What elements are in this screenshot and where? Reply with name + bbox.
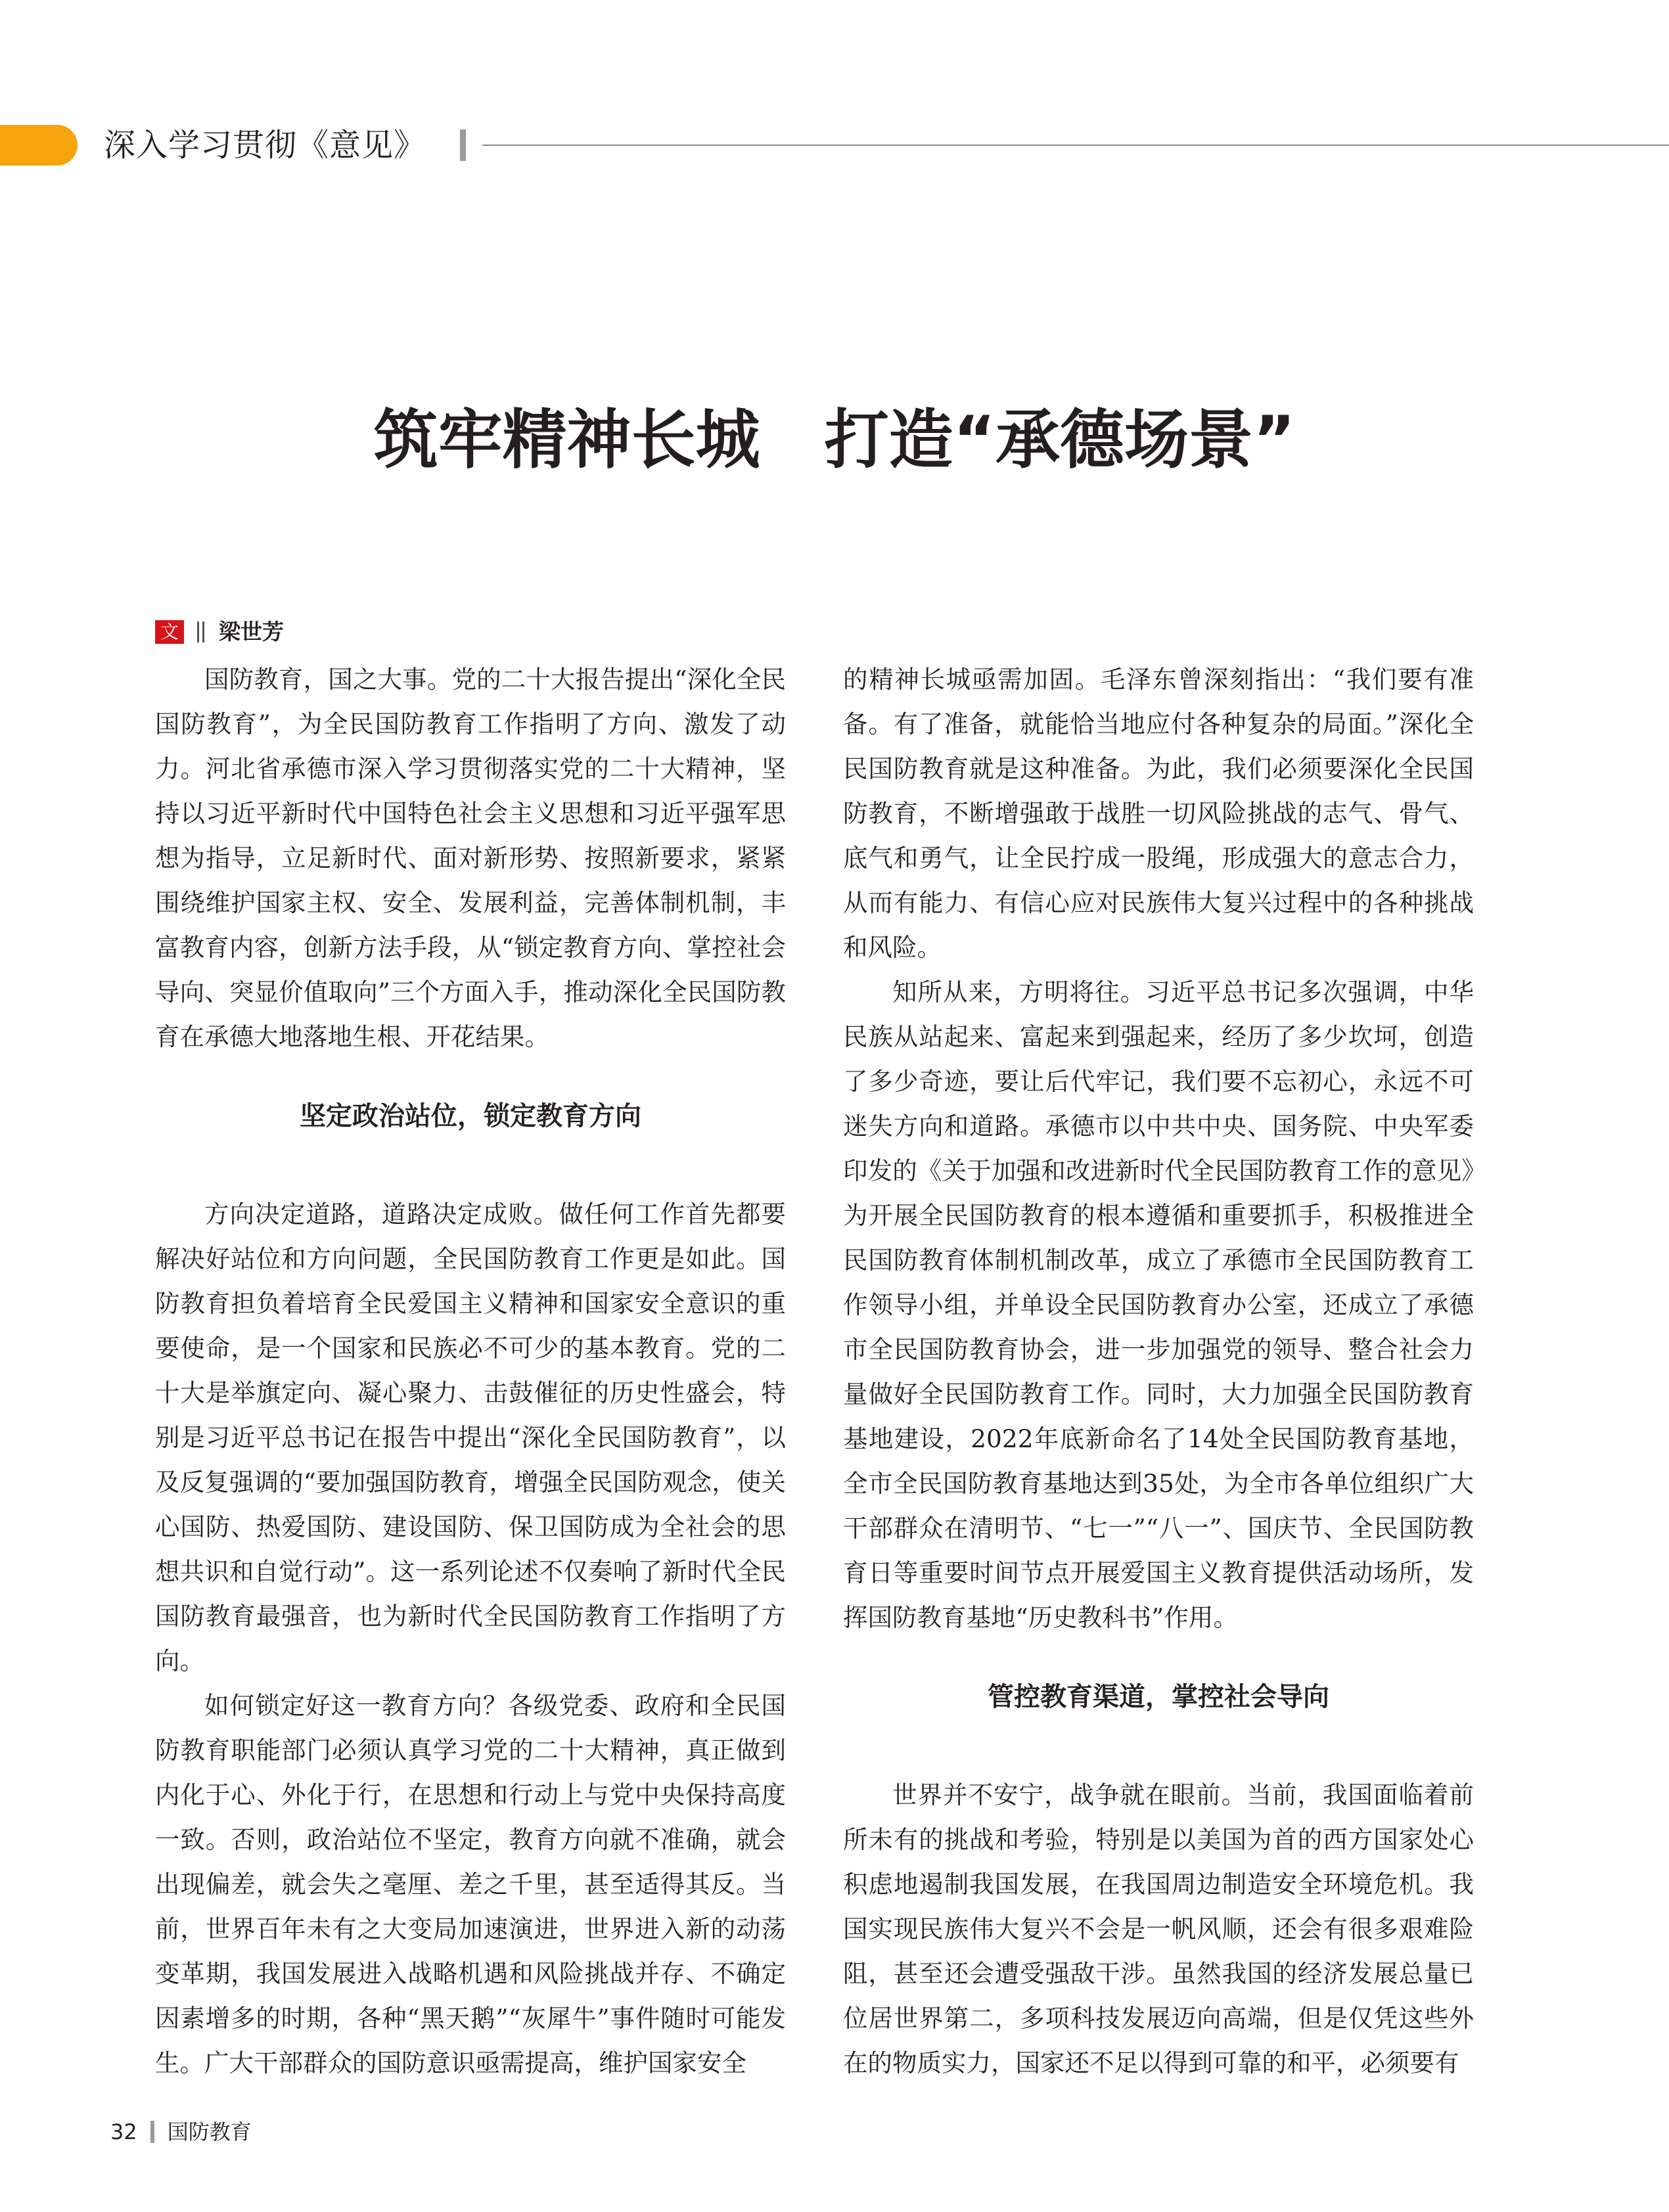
author-label-icon: 文	[155, 620, 184, 644]
author-name: 梁世芳	[219, 619, 284, 644]
section-title: 深入学习贯彻《意见》	[104, 127, 426, 164]
section-tab-marker	[0, 125, 78, 166]
intro-paragraph: 国防教育，国之大事。党的二十大报告提出“深化全民国防教育”，为全民国防教育工作指明了方向、激发了动力。河北省承德市深入学习贯彻落实党的二十大精神，坚持以习近平新时代中国特色社会主义思想和习近平强军思想为指导，立足新时代、面对新形势、按照新要求，紧紧围绕维护国家主权、安全、发展利益，完善体制机制，丰富教育内容，创新方法手段，从“锁定教育方向、掌控社会导向、突显价值取向”三个方面入手，推动深化全民国防教育在承德大地落地生根、开花结果。	[155, 665, 786, 1051]
right-column	[843, 657, 1474, 2085]
body-paragraph: 如何锁定好这一教育方向？各级党委、政府和全民国防教育职能部门必须认真学习党的二十大精神，真正做到内化于心、外化于行，在思想和行动上与党中央保持高度一致。否则，政治站位不坚定，教育方向就不准确，就会出现偏差，就会失之毫厘、差之千里，甚至适得其反。当前，世界百年未有之大变局加速演进，世界进入新的动荡变革期，我国发展进入战略机遇和风险挑战并存、不确定因素增多的时期，各种“黑天鹅”“灰犀牛”事件随时可能发生。广大干部群众的国防意识亟需提高，维护国家安全	[155, 1691, 786, 2077]
section-heading: 管控教育渠道，掌控社会导向	[988, 1682, 1329, 1712]
article-title: 筑牢精神长城 打造“承德场景”	[373, 403, 1296, 478]
author-divider	[197, 621, 204, 643]
body-paragraph: 的精神长城亟需加固。毛泽东曾深刻指出：“我们要有准备。有了准备，就能恰当地应付各种复杂的局面。”深化全民国防教育就是这种准备。为此，我们必须要深化全民国防教育，不断增强敢于战胜一切风险挑战的志气、骨气、底气和勇气，让全民拧成一股绳，形成强大的意志合力，从而有能力、有信心应对民族伟大复兴过程中的各种挑战和风险。	[843, 665, 1474, 962]
body-paragraph: 世界并不安宁，战争就在眼前。当前，我国面临着前所未有的挑战和考验，特别是以美国为首的西方国家处心积虑地遏制我国发展，在我国周边制造安全环境危机。我国实现民族伟大复兴不会是一帆风顺，还会有很多艰难险阻，甚至还会遭受强敌干涉。虽然我国的经济发展总量已位居世界第二，多项科技发展迈向高端，但是仅凭这些外在的物质实力，国家还不足以得到可靠的和平，必须要有	[843, 1780, 1474, 2077]
section-heading: 坚定政治站位，锁定教育方向	[300, 1101, 641, 1131]
header-rule	[482, 145, 1669, 146]
body-paragraph: 方向决定道路，道路决定成败。做任何工作首先都要解决好站位和方向问题，全民国防教育工作更是如此。国防教育担负着培育全民爱国主义精神和国家安全意识的重要使命，是一个国家和民族必不可少的基本教育。党的二十大是举旗定向、凝心聚力、击鼓催征的历史性盛会，特别是习近平总书记在报告中提出“深化全民国防教育”，以及反复强调的“要加强国防教育，增强全民国防观念，使关心国防、热爱国防、建设国防、保卫国防成为全社会的思想共识和自觉行动”。这一系列论述不仅奏响了新时代全民国防教育最强音，也为新时代全民国防教育工作指明了方向。	[155, 1200, 786, 1675]
footer-divider	[150, 2121, 154, 2143]
body-paragraph: 知所从来，方明将往。习近平总书记多次强调，中华民族从站起来、富起来到强起来，经历了多少坎坷，创造了多少奇迹，要让后代牢记，我们要不忘初心，永远不可迷失方向和道路。承德市以中共中央、国务院、中央军委印发的《关于加强和改进新时代全民国防教育工作的意见》为开展全民国防教育的根本遵循和重要抓手，积极推进全民国防教育体制机制改革，成立了承德市全民国防教育工作领导小组，并单设全民国防教育办公室，还成立了承德市全民国防教育协会，进一步加强党的领导、整合社会力量做好全民国防教育工作。同时，大力加强全民国防教育基地建设，2022年底新命名了14处全民国防教育基地，全市全民国防教育基地达到35处，为全市各单位组织广大干部群众在清明节、“七一”“八一”、国庆节、全民国防教育日等重要时间节点开展爱国主义教育提供活动场所，发挥国防教育基地“历史教科书”作用。	[843, 978, 1474, 1632]
page-number: 32	[110, 2119, 137, 2144]
page-footer	[110, 2115, 252, 2148]
left-column	[155, 657, 786, 2085]
magazine-name: 国防教育	[167, 2119, 252, 2144]
section-title-divider	[460, 129, 466, 161]
